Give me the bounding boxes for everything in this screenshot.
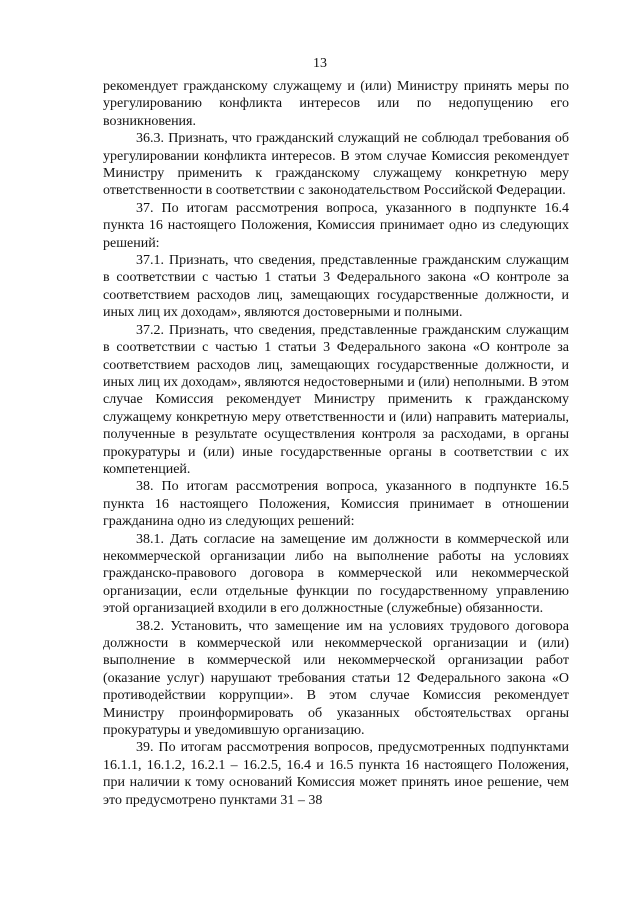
paragraph-38-1: 38.1. Дать согласие на замещение им должности в коммерческой или некоммерческой организации либо на выполнение работы на условиях гражданско-правового договора в коммерческой или некоммерческой организации, если отдельные функции по государственному управлению этой организацией входили в его должностные (служебные) обязанности. [103,531,569,617]
paragraph-36-3: 36.3. Признать, что гражданский служащий не соблюдал требования об урегулировании конфликта интересов. В этом случае Комиссия рекомендует Министру применить к гражданскому служащему конкретную меру ответственности в соответствии с законодательством Российской Федерации. [103,131,569,199]
paragraph-39: 39. По итогам рассмотрения вопросов, предусмотренных подпунктами 16.1.1, 16.1.2, 16.2.1 – 16.2.5, 16.4 и 16.5 пункта 16 настоящего Положения, при наличии к тому оснований Комиссия может принять иное решение, чем это предусмотрено пунктами 31 – 38 [103,740,569,808]
paragraph-38-2: 38.2. Установить, что замещение им на условиях трудового договора должности в коммерческой или некоммерческой организации и (или) выполнение в коммерческой или некоммерческой организации работ (оказание услуг) нарушают требования статьи 12 Федерального закона «О противодействии коррупции». В этом случае Комиссия рекомендует Министру проинформировать об указанных обстоятельствах органы прокуратуры и уведомившую организацию. [103,618,569,739]
page-number: 13 [313,56,327,71]
document-body [103,78,569,809]
paragraph-37: 37. По итогам рассмотрения вопроса, указанного в подпункте 16.4 пункта 16 настоящего Положения, Комиссия принимает одно из следующих решений: [103,200,569,251]
paragraph-continuation: рекомендует гражданскому служащему и (или) Министру принять меры по урегулированию конфликта интересов или по недопущению его возникновения. [103,79,569,129]
paragraph-38: 38. По итогам рассмотрения вопроса, указанного в подпункте 16.5 пункта 16 настоящего Положения, Комиссия принимает в отношении гражданина одно из следующих решений: [103,479,569,530]
paragraph-37-2: 37.2. Признать, что сведения, представленные гражданским служащим в соответствии с частью 1 статьи 3 Федерального закона «О контроле за соответствием расходов лиц, замещающих государственные должности, и иных лиц их доходам», являются недостоверными и (или) неполными. В этом случае Комиссия рекомендует Министру применить к гражданскому служащему конкретную меру ответственности и (или) направить материалы, полученные в результате осуществления контроля за расходами, в органы прокуратуры и (или) иные государственные органы в соответствии с их компетенцией. [103,322,569,477]
paragraph-37-1: 37.1. Признать, что сведения, представленные гражданским служащим в соответствии с частью 1 статьи 3 Федерального закона «О контроле за соответствием расходов лиц, замещающих государственные должности, и иных лиц их доходам», являются достоверными и полными. [103,253,569,321]
